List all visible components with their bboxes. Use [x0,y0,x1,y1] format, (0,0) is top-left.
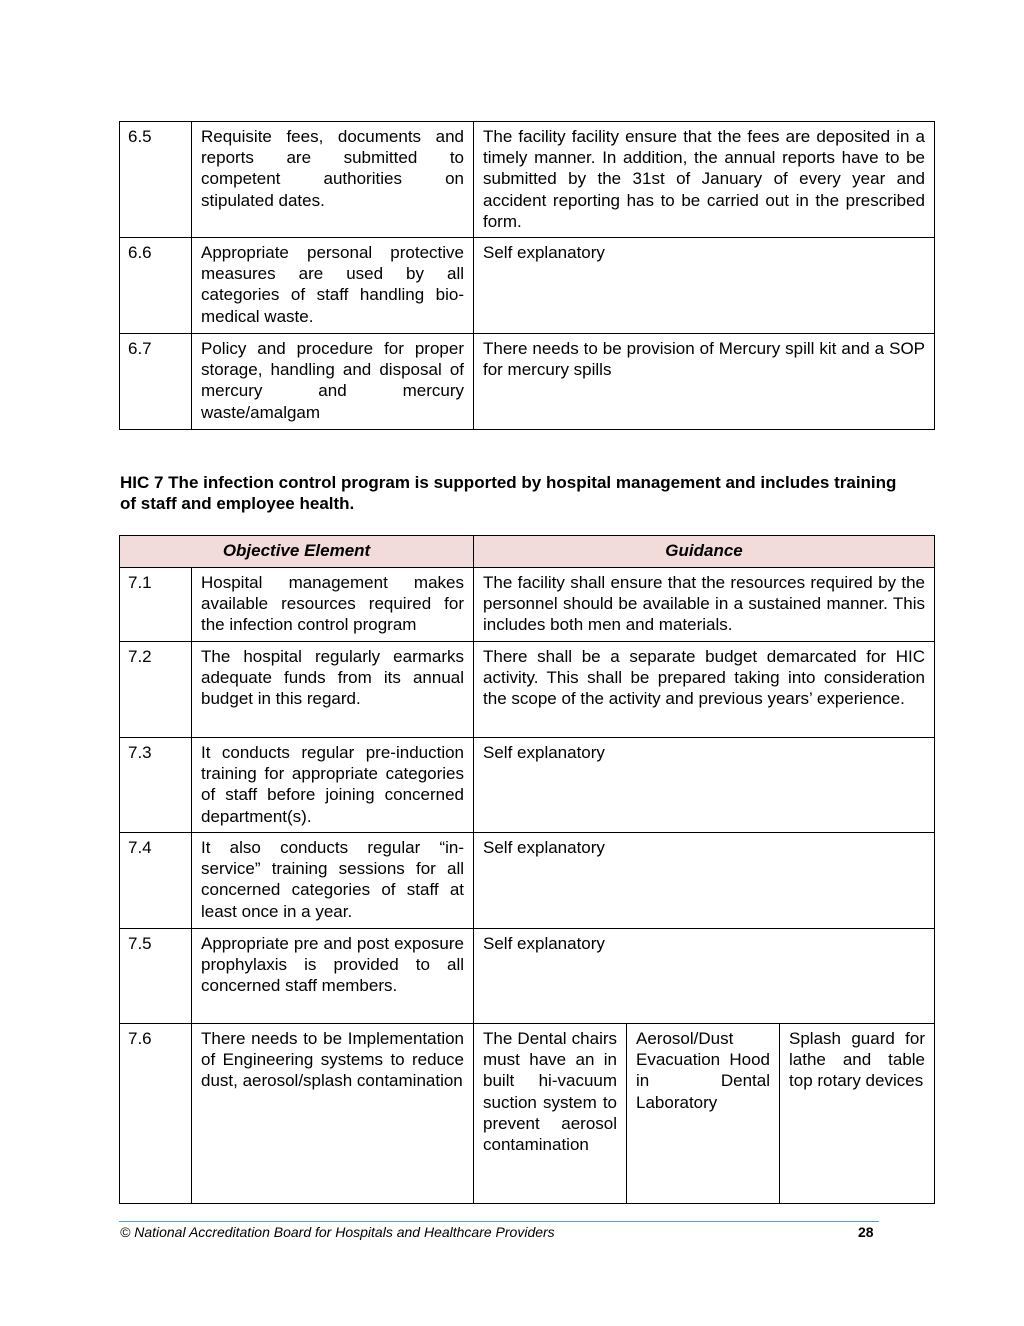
row-number: 6.7 [120,334,192,430]
row-number: 7.2 [120,642,192,738]
guidance-cell-dental-chairs: The Dental chairs must have an in built hi-vacuum suction system to prevent aerosol contamination [474,1024,627,1204]
standards-table-hic7 [119,535,935,1204]
footer-copyright: © National Accreditation Board for Hospitals and Healthcare Providers [120,1224,555,1240]
objective-element-cell: Appropriate pre and post exposure prophylaxis is provided to all concerned staff members. [192,929,474,1024]
row-number: 7.5 [120,929,192,1024]
guidance-cell: There shall be a separate budget demarcated for HIC activity. This shall be prepared taking into consideration the scope of the activity and previous years’ experience. [474,642,935,738]
row-number: 6.5 [120,122,192,238]
objective-element-cell: Policy and procedure for proper storage, handling and disposal of mercury and mercury waste/amalgam [192,334,474,430]
objective-element-cell: Appropriate personal protective measures are used by all categories of staff handling bio-medical waste. [192,238,474,334]
guidance-cell: The facility shall ensure that the resources required by the personnel should be available in a sustained manner. This includes both men and materials. [474,568,935,642]
section-heading: HIC 7 The infection control program is supported by hospital management and includes training of staff and employee health. [120,473,897,513]
guidance-cell: There needs to be provision of Mercury spill kit and a SOP for mercury spills [474,334,935,430]
guidance-cell: Self explanatory [474,738,935,833]
objective-element-cell: It also conducts regular “in-service” training sessions for all concerned categories of staff at least once in a year. [192,833,474,929]
page-number: 28 [858,1224,874,1240]
guidance-cell: Self explanatory [474,929,935,1024]
row-number: 7.3 [120,738,192,833]
standards-table-hic6 [119,121,935,430]
table-header-row [120,536,935,568]
row-number: 6.6 [120,238,192,334]
objective-element-cell: There needs to be Implementation of Engineering systems to reduce dust, aerosol/splash contamination [192,1024,474,1204]
table-row [120,833,935,929]
table-row [120,738,935,833]
row-number: 7.4 [120,833,192,929]
table-row [120,1024,935,1204]
guidance-cell: Self explanatory [474,238,935,334]
table-row [120,642,935,738]
guidance-cell: Self explanatory [474,833,935,929]
objective-element-cell: The hospital regularly earmarks adequate funds from its annual budget in this regard. [192,642,474,738]
table-row [120,929,935,1024]
footer-divider [119,1221,879,1222]
guidance-cell-splash-guard: Splash guard for lathe and table top rotary devices [780,1024,935,1204]
guidance-cell-evacuation-hood: Aerosol/Dust Evacuation Hood in Dental Laboratory [627,1024,780,1204]
objective-element-cell: Hospital management makes available resources required for the infection control program [192,568,474,642]
guidance-cell: The facility facility ensure that the fees are deposited in a timely manner. In addition, the annual reports have to be submitted by the 31st of January of every year and accident reporting has to be carried out in the prescribed form. [474,122,935,238]
row-number: 7.6 [120,1024,192,1204]
objective-element-cell: It conducts regular pre-induction training for appropriate categories of staff before joining concerned department(s). [192,738,474,833]
objective-element-cell: Requisite fees, documents and reports are submitted to competent authorities on stipulated dates. [192,122,474,238]
column-header-objective-element: Objective Element [120,536,474,568]
column-header-guidance: Guidance [474,536,935,568]
table-row [120,238,935,334]
table-row [120,122,935,238]
table-row [120,334,935,430]
table-row [120,568,935,642]
row-number: 7.1 [120,568,192,642]
